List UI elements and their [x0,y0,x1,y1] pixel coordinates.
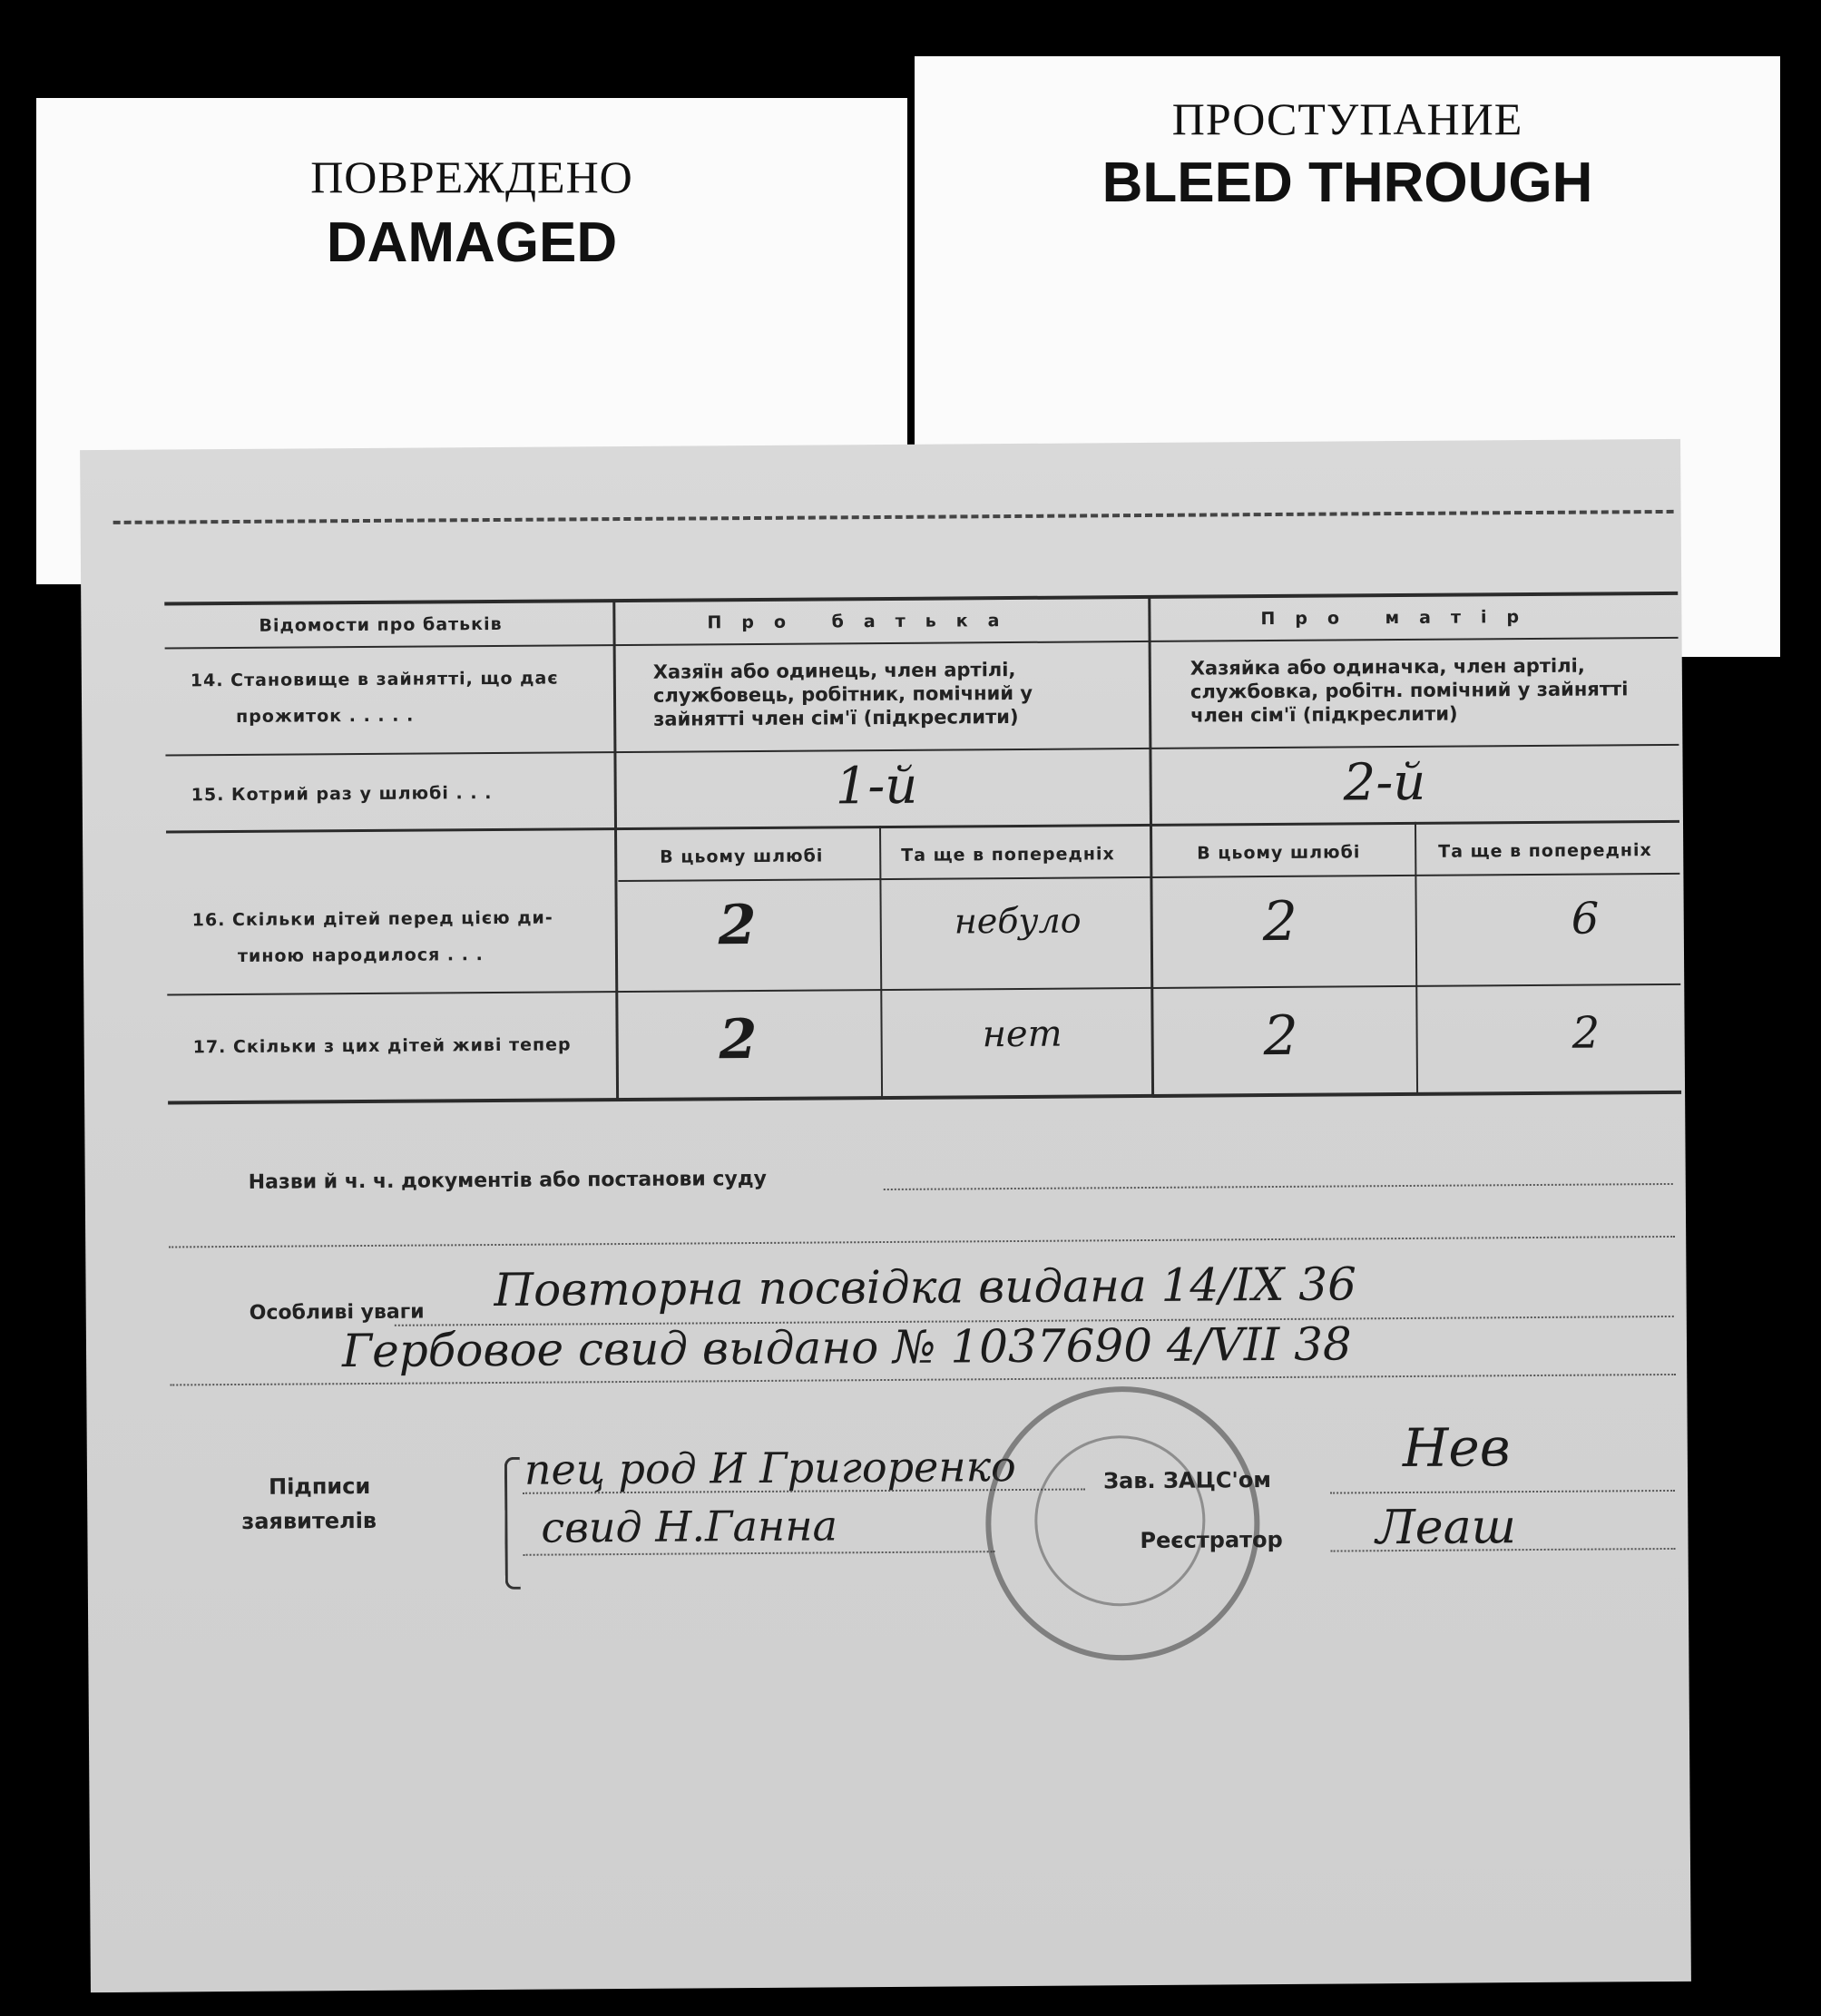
tear-line [113,510,1674,524]
subheader-father-this: В цьому шлюбі [660,846,824,867]
header-mother: Про матір [1260,606,1540,630]
row17-mother-prev: 2 [1571,1007,1601,1059]
subheader-mother-this: В цьому шлюбі [1197,842,1361,864]
row16-father-this: 2 [718,893,757,958]
documents-line-2 [169,1236,1675,1248]
signatures-label-1: Підписи [268,1473,371,1500]
row15-father-value: 1-й [835,756,918,817]
documents-line-1 [884,1183,1673,1190]
head-rule [1330,1490,1675,1494]
row17-father-prev: нет [982,1013,1062,1056]
row14-mother-options: Хазяйка або одиначка, член артілі, службовка, робітн. помічний у зайнятті член сім'ї (підкреслити) [1190,654,1629,727]
col-divider-1 [612,601,619,1100]
notes-label: Особливі уваги [249,1300,425,1325]
head-label: Зав. ЗАЦС'ом [1102,1467,1272,1494]
row16-father-prev: небуло [954,900,1082,942]
row17-father-this: 2 [719,1007,758,1072]
row16-divider [167,984,1680,996]
office-seal-stamp [984,1385,1260,1661]
applicant-signature-2: свид Н.Ганна [541,1501,838,1552]
col-divider-m [1415,822,1418,1094]
row17-mother-this: 2 [1263,1003,1299,1069]
row16-mother-this: 2 [1262,889,1298,954]
col-divider-f [879,826,883,1098]
row17-label: 17. Скільки з цих дітей живі тепер [192,1034,572,1058]
header-parents-info: Відомости про батьків [259,613,503,636]
row14-divider [165,744,1679,757]
col-divider-2 [1148,597,1154,1096]
notes-line-2: Гербовое свид выдано № 1037690 4/VII 38 [341,1317,1352,1378]
registry-form [80,439,1691,1992]
signatures-brace [504,1457,521,1590]
notes-line-1: Повторна посвідка видана 14/IX 36 [494,1258,1357,1317]
signatures-label-2: заявителів [241,1507,377,1534]
table-top-border [164,592,1678,606]
documents-label: Назви й ч. ч. документів або постанови суду [248,1167,768,1194]
bleed-label-ru: ПРОСТУПАНИЕ [1171,93,1523,144]
row14-label-1: 14. Становище в зайнятті, що дає [190,668,559,691]
row14-label-2: прожиток . . . . . [236,705,415,727]
row16-label-1: 16. Скільки дітей перед цією ди- [191,907,553,931]
row14-father-options: Хазяїн або одинець, член артілі, службовець, робітник, помічний у зайнятті член сім'ї (підкреслити) [652,658,1033,730]
damaged-label-en: DAMAGED [326,211,618,274]
row15-divider [166,820,1679,834]
row15-label: 15. Котрий раз у шлюбі . . . [191,783,493,806]
row16-mother-prev: 6 [1571,893,1600,944]
head-signature: Нев [1402,1416,1511,1480]
bleed-label-en: BLEED THROUGH [1101,152,1593,214]
row16-label-2: тиною народилося . . . [237,944,484,966]
header-divider [165,637,1679,650]
damaged-label-ru: ПОВРЕЖДЕНО [310,152,633,202]
row15-mother-value: 2-й [1343,752,1426,813]
registrar-signature: Леаш [1376,1500,1517,1556]
table-bottom-border [168,1091,1681,1105]
header-father: Про батька [707,610,1020,633]
applicant-signature-1: пец род И Григоренко [524,1442,1016,1494]
subheader-father-prev: Та ще в попередніх [901,844,1115,866]
subheader-mother-prev: Та ще в попередніх [1438,840,1652,862]
registrar-label: Реєстратор [1140,1526,1283,1554]
